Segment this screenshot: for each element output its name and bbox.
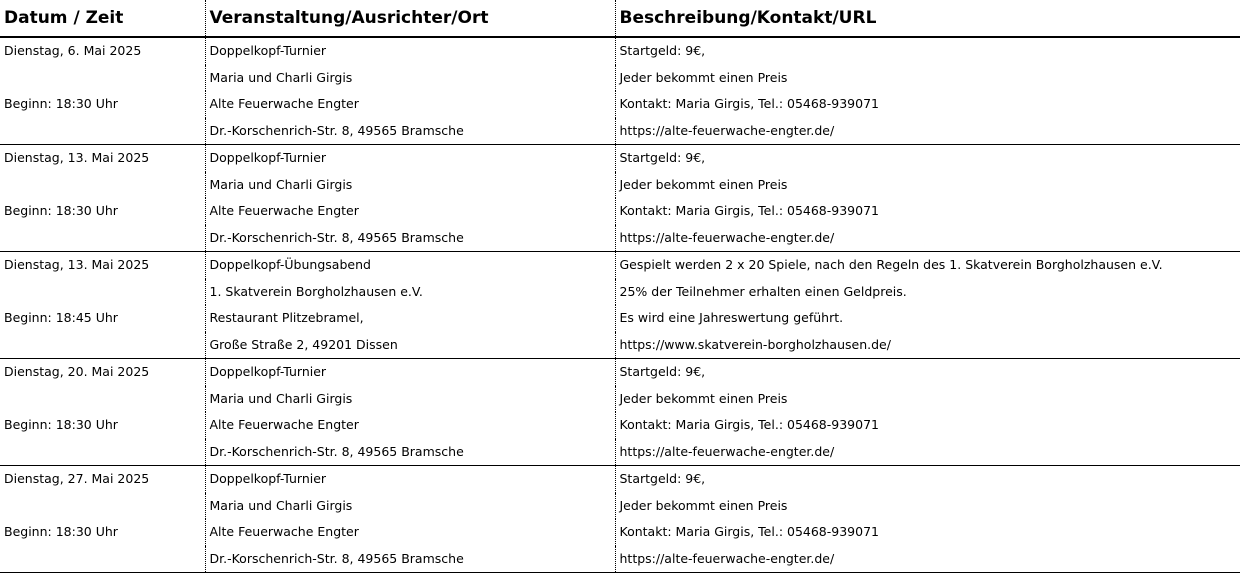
table-row	[0, 37, 1240, 65]
event-start-time: Beginn: 18:30 Uhr	[4, 417, 118, 433]
table-row	[0, 118, 1240, 145]
event-url[interactable]: https://alte-feuerwache-engter.de/	[615, 118, 1240, 145]
event-title: Doppelkopf-Turnier	[205, 359, 615, 386]
event-contact: Kontakt: Maria Girgis, Tel.: 05468-939071	[615, 91, 1240, 118]
empty-cell	[0, 386, 205, 413]
table-row	[0, 198, 1240, 225]
table-row	[0, 252, 1240, 279]
empty-cell	[0, 279, 205, 306]
event-url[interactable]: https://www.skatverein-borgholzhausen.de/	[615, 332, 1240, 359]
table-row	[0, 279, 1240, 306]
event-start-time: Beginn: 18:30 Uhr	[4, 524, 118, 540]
table-row	[0, 91, 1240, 118]
event-address: Große Straße 2, 49201 Dissen	[205, 332, 615, 359]
event-url[interactable]: https://alte-feuerwache-engter.de/	[615, 225, 1240, 252]
event-date: Dienstag, 20. Mai 2025	[4, 364, 150, 380]
event-address: Dr.-Korschenrich-Str. 8, 49565 Bramsche	[205, 546, 615, 573]
empty-cell	[0, 118, 205, 145]
table-row	[0, 172, 1240, 199]
event-prize-info: Jeder bekommt einen Preis	[615, 386, 1240, 413]
event-url[interactable]: https://alte-feuerwache-engter.de/	[615, 546, 1240, 573]
empty-cell	[0, 65, 205, 92]
table-row	[0, 386, 1240, 413]
event-start-time: Beginn: 18:30 Uhr	[4, 203, 118, 219]
table-row	[0, 305, 1240, 332]
empty-cell	[0, 172, 205, 199]
header-description-contact-url: Beschreibung/Kontakt/URL	[615, 0, 1240, 37]
event-address: Dr.-Korschenrich-Str. 8, 49565 Bramsche	[205, 225, 615, 252]
event-contact: Es wird eine Jahreswertung geführt.	[615, 305, 1240, 332]
event-venue: Alte Feuerwache Engter	[205, 519, 615, 546]
event-organizer: Maria und Charli Girgis	[205, 172, 615, 199]
event-prize-info: Jeder bekommt einen Preis	[615, 65, 1240, 92]
table-row	[0, 466, 1240, 493]
event-contact: Kontakt: Maria Girgis, Tel.: 05468-939071	[615, 519, 1240, 546]
table-row	[0, 225, 1240, 252]
event-venue: Alte Feuerwache Engter	[205, 198, 615, 225]
header-event-organizer-location: Veranstaltung/Ausrichter/Ort	[205, 0, 615, 37]
event-fee: Gespielt werden 2 x 20 Spiele, nach den Regeln des 1. Skatverein Borgholzhausen e.V.	[615, 252, 1240, 279]
event-title: Doppelkopf-Übungsabend	[205, 252, 615, 279]
empty-cell	[0, 493, 205, 520]
event-organizer: Maria und Charli Girgis	[205, 65, 615, 92]
table-row	[0, 332, 1240, 359]
table-row	[0, 359, 1240, 386]
event-contact: Kontakt: Maria Girgis, Tel.: 05468-939071	[615, 198, 1240, 225]
event-date: Dienstag, 6. Mai 2025	[4, 43, 142, 59]
event-venue: Restaurant Plitzebramel,	[205, 305, 615, 332]
table-row	[0, 412, 1240, 439]
event-date: Dienstag, 27. Mai 2025	[4, 471, 150, 487]
event-fee: Startgeld: 9€,	[615, 359, 1240, 386]
event-start-time: Beginn: 18:30 Uhr	[4, 96, 118, 112]
event-venue: Alte Feuerwache Engter	[205, 412, 615, 439]
event-prize-info: Jeder bekommt einen Preis	[615, 172, 1240, 199]
event-title: Doppelkopf-Turnier	[205, 37, 615, 65]
table-row	[0, 439, 1240, 466]
event-contact: Kontakt: Maria Girgis, Tel.: 05468-939071	[615, 412, 1240, 439]
event-organizer: Maria und Charli Girgis	[205, 386, 615, 413]
event-prize-info: 25% der Teilnehmer erhalten einen Geldpreis.	[615, 279, 1240, 306]
event-date: Dienstag, 13. Mai 2025	[4, 257, 150, 273]
empty-cell	[0, 332, 205, 359]
event-fee: Startgeld: 9€,	[615, 466, 1240, 493]
event-organizer: Maria und Charli Girgis	[205, 493, 615, 520]
header-row	[0, 0, 1240, 37]
event-organizer: 1. Skatverein Borgholzhausen e.V.	[205, 279, 615, 306]
empty-cell	[0, 225, 205, 252]
event-table-body	[0, 37, 1240, 573]
table-row	[0, 145, 1240, 172]
event-date: Dienstag, 13. Mai 2025	[4, 150, 150, 166]
event-title: Doppelkopf-Turnier	[205, 145, 615, 172]
event-fee: Startgeld: 9€,	[615, 37, 1240, 65]
event-url[interactable]: https://alte-feuerwache-engter.de/	[615, 439, 1240, 466]
table-row	[0, 493, 1240, 520]
table-row	[0, 546, 1240, 573]
empty-cell	[0, 546, 205, 573]
table-row	[0, 65, 1240, 92]
event-fee: Startgeld: 9€,	[615, 145, 1240, 172]
event-address: Dr.-Korschenrich-Str. 8, 49565 Bramsche	[205, 439, 615, 466]
event-prize-info: Jeder bekommt einen Preis	[615, 493, 1240, 520]
header-date-time: Datum / Zeit	[0, 0, 205, 37]
table-row	[0, 519, 1240, 546]
empty-cell	[0, 439, 205, 466]
event-venue: Alte Feuerwache Engter	[205, 91, 615, 118]
event-title: Doppelkopf-Turnier	[205, 466, 615, 493]
event-address: Dr.-Korschenrich-Str. 8, 49565 Bramsche	[205, 118, 615, 145]
event-start-time: Beginn: 18:45 Uhr	[4, 310, 118, 326]
